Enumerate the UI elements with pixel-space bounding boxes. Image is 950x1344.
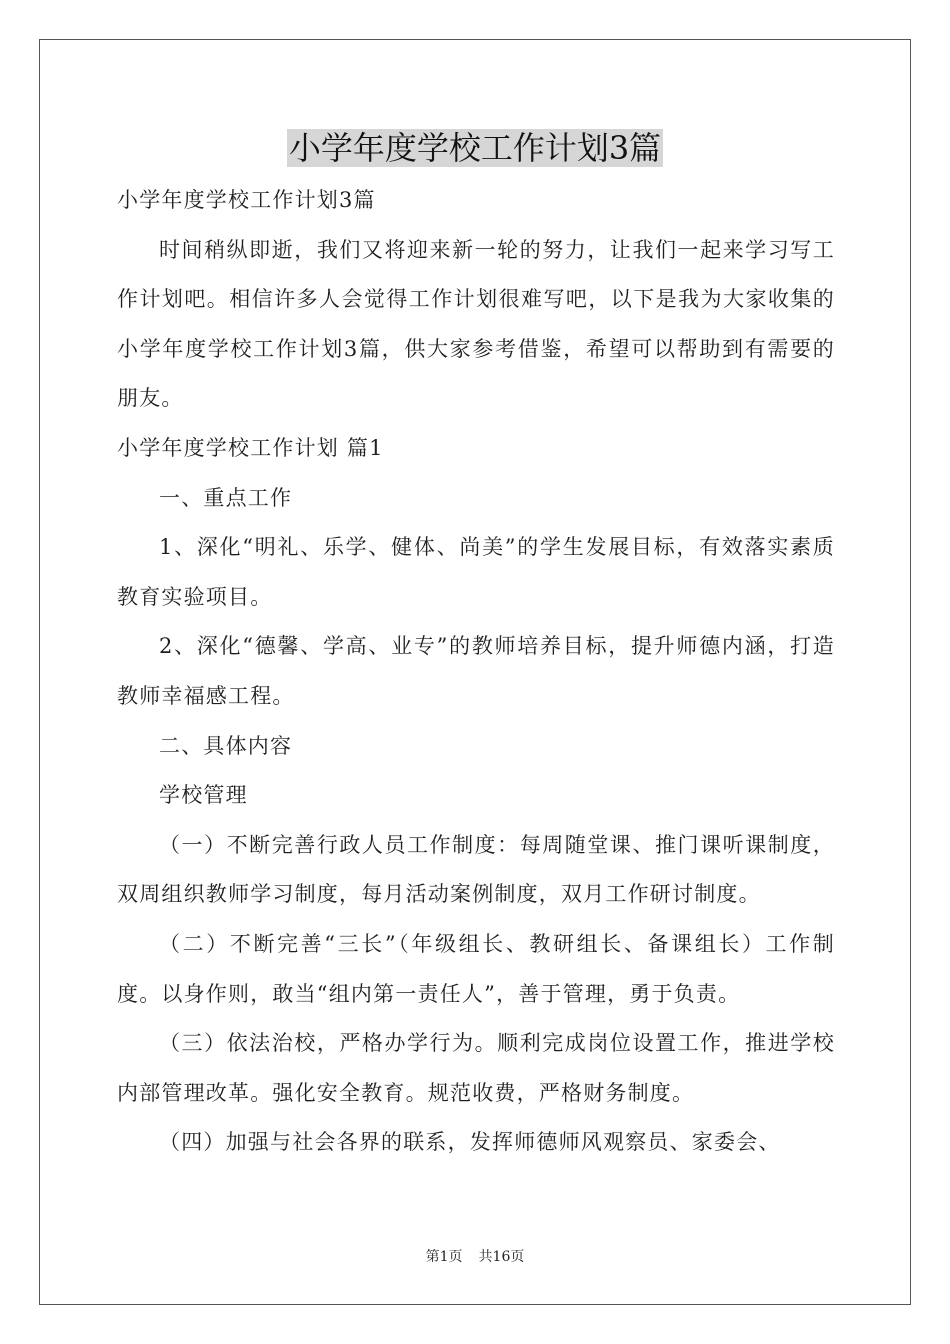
document-title-text: 小学年度学校工作计划3篇	[288, 129, 662, 167]
paragraph: （二）不断完善“三长”（年级组长、教研组长、备课组长）工作制度。以身作则，敢当“组内第一责任人”，善于管理，勇于负责。	[117, 931, 835, 1006]
paragraph: 二、具体内容	[159, 733, 293, 758]
page-total: 共16页	[478, 1249, 525, 1265]
page-number: 第1页	[425, 1249, 463, 1265]
paragraph: 小学年度学校工作计划3篇	[117, 188, 376, 212]
paragraph: 学校管理	[159, 783, 248, 808]
paragraph: （一）不断完善行政人员工作制度：每周随堂课、推门课听课制度，双周组织教师学习制度，每月活动案例制度，双月工作研讨制度。	[117, 832, 835, 907]
paragraph: （三）依法治校，严格办学行为。顺利完成岗位设置工作，推进学校内部管理改革。强化安全教育。规范收费，严格财务制度。	[117, 1031, 835, 1105]
paragraph: （四）加强与社会各界的联系，发挥师德师风观察员、家委会、	[159, 1130, 781, 1155]
paragraph: 一、重点工作	[159, 485, 293, 510]
paragraph: 时间稍纵即逝，我们又将迎来新一轮的努力，让我们一起来学习写工作计划吧。相信许多人会觉得工作计划很难写吧，以下是我为大家收集的小学年度学校工作计划3篇，供大家参考借鉴，希望可以帮助到有需要的朋友。	[117, 237, 835, 411]
page-footer	[0, 1248, 950, 1266]
paragraph: 2、深化“德馨、学高、业专”的教师培养目标，提升师德内涵，打造教师幸福感工程。	[117, 634, 835, 708]
document-title	[0, 126, 950, 170]
document-body	[117, 176, 835, 1168]
paragraph: 小学年度学校工作计划 篇1	[117, 435, 384, 460]
paragraph: 1、深化“明礼、乐学、健体、尚美”的学生发展目标，有效落实素质教育实验项目。	[117, 535, 835, 609]
